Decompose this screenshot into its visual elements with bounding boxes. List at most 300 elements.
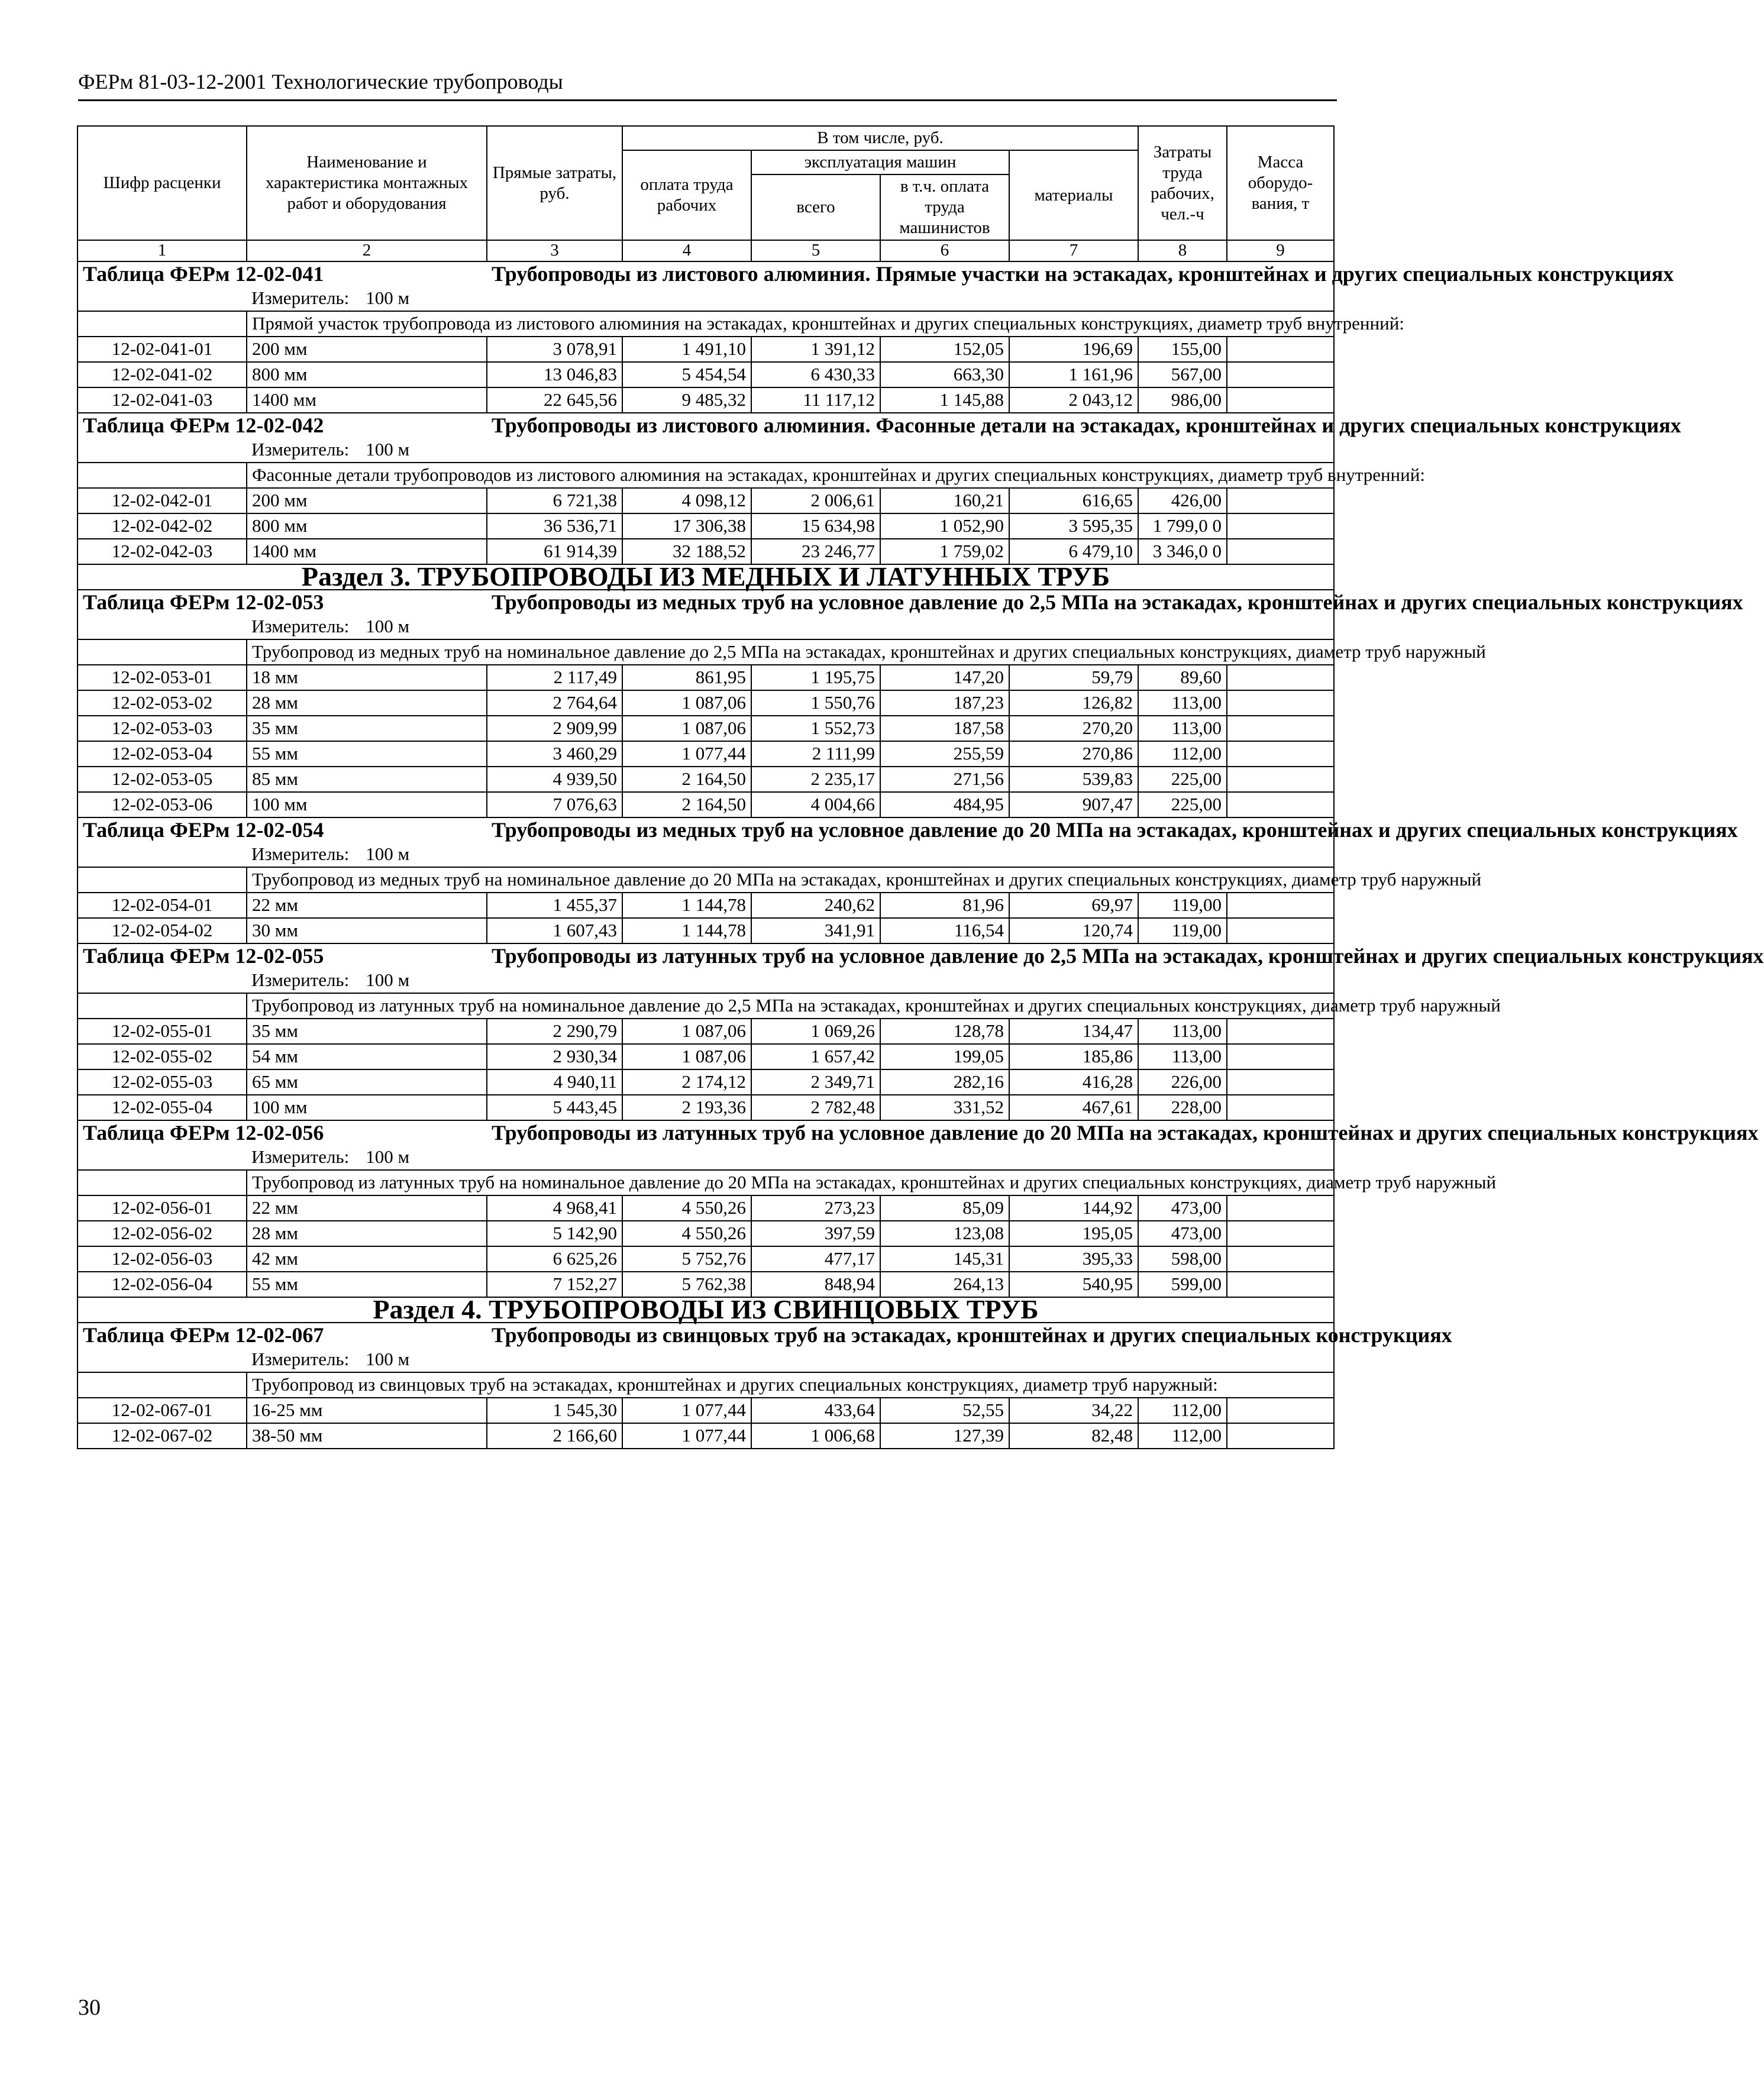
rate-value: 13 046,83 — [487, 362, 622, 387]
col-number: 5 — [751, 240, 880, 261]
rate-name: 38-50 мм — [247, 1423, 487, 1449]
rate-value: 2 290,79 — [487, 1019, 622, 1044]
col-materials-header: материалы — [1009, 150, 1138, 240]
rate-name: 200 мм — [247, 337, 487, 362]
rate-value: 1 077,44 — [622, 1398, 751, 1423]
rate-value: 1 087,06 — [622, 1044, 751, 1069]
rate-value: 540,95 — [1009, 1272, 1138, 1297]
rate-value: 199,05 — [880, 1044, 1009, 1069]
rate-code: 12-02-053-04 — [77, 741, 247, 767]
rate-value — [1227, 767, 1334, 792]
rate-value — [1227, 741, 1334, 767]
col-machines-header: эксплуатация машин — [751, 150, 1009, 174]
rate-value: 341,91 — [751, 918, 880, 943]
rate-value: 128,78 — [880, 1019, 1009, 1044]
rate-value: 1 144,78 — [622, 918, 751, 943]
rate-name: 800 мм — [247, 362, 487, 387]
rate-value — [1227, 792, 1334, 817]
rate-value: 5 142,90 — [487, 1221, 622, 1246]
rate-name: 100 мм — [247, 792, 487, 817]
column-number-row — [77, 240, 1334, 261]
rate-value: 22 645,56 — [487, 387, 622, 413]
rate-value: 5 454,54 — [622, 362, 751, 387]
meter — [247, 1145, 1334, 1170]
section-heading-row — [77, 1297, 1334, 1323]
rate-value — [1227, 716, 1334, 741]
rate-name: 22 мм — [247, 893, 487, 918]
meter-spacer — [77, 968, 247, 993]
rates-table — [77, 125, 1764, 1449]
rate-value: 5 443,45 — [487, 1095, 622, 1120]
rate-name: 85 мм — [247, 767, 487, 792]
rate-value: 1 455,37 — [487, 893, 622, 918]
rate-value: 81,96 — [880, 893, 1009, 918]
rate-value: 36 536,71 — [487, 513, 622, 539]
rate-value: 145,31 — [880, 1246, 1009, 1272]
rate-value: 187,23 — [880, 690, 1009, 716]
rate-value: 147,20 — [880, 665, 1009, 690]
rate-value: 598,00 — [1138, 1246, 1227, 1272]
meter-label: Измеритель: — [251, 969, 350, 990]
rate-value: 195,05 — [1009, 1221, 1138, 1246]
rate-name: 35 мм — [247, 1019, 487, 1044]
meter-label: Измеритель: — [251, 287, 350, 308]
description-row — [77, 867, 1334, 893]
table-row — [77, 1398, 1334, 1423]
rate-value — [1227, 539, 1334, 564]
rate-value: 2 117,49 — [487, 665, 622, 690]
rate-value — [1227, 918, 1334, 943]
meter-spacer — [77, 842, 247, 867]
rate-value: 112,00 — [1138, 1398, 1227, 1423]
meter-value: 100 м — [366, 1349, 410, 1369]
table-row — [77, 767, 1334, 792]
meter — [247, 286, 1334, 311]
rate-value: 240,62 — [751, 893, 880, 918]
rate-value: 1 607,43 — [487, 918, 622, 943]
rate-value: 7 076,63 — [487, 792, 622, 817]
rate-value: 134,47 — [1009, 1019, 1138, 1044]
meter — [247, 1347, 1334, 1372]
rate-value: 282,16 — [880, 1069, 1009, 1095]
rate-code: 12-02-053-05 — [77, 767, 247, 792]
rate-value: 663,30 — [880, 362, 1009, 387]
rate-value: 426,00 — [1138, 488, 1227, 513]
rate-value: 228,00 — [1138, 1095, 1227, 1120]
description-spacer — [77, 463, 247, 488]
rate-value — [1227, 1019, 1334, 1044]
meter-spacer — [77, 1145, 247, 1170]
rate-value: 270,86 — [1009, 741, 1138, 767]
description-spacer — [77, 639, 247, 665]
table-row — [77, 665, 1334, 690]
rate-value: 225,00 — [1138, 767, 1227, 792]
table-row — [77, 741, 1334, 767]
rate-value: 113,00 — [1138, 690, 1227, 716]
rate-code: 12-02-056-03 — [77, 1246, 247, 1272]
table-name: Трубопроводы из свинцовых труб на эстакадах, кронштейнах и других специальных конструкциях — [487, 1323, 1334, 1347]
rate-value — [1227, 387, 1334, 413]
rate-value: 3 595,35 — [1009, 513, 1138, 539]
rate-value — [1227, 513, 1334, 539]
col-labor-header: Затраты труда рабочих, чел.-ч — [1138, 126, 1227, 240]
rate-code: 12-02-053-06 — [77, 792, 247, 817]
rate-value: 4 968,41 — [487, 1195, 622, 1221]
description-row — [77, 639, 1334, 665]
meter-value: 100 м — [366, 616, 410, 636]
description-spacer — [77, 1372, 247, 1398]
table-code: Таблица ФЕРм 12-02-042 — [77, 413, 487, 438]
meter-value: 100 м — [366, 843, 410, 864]
rate-value: 6 479,10 — [1009, 539, 1138, 564]
rate-code: 12-02-056-04 — [77, 1272, 247, 1297]
table-name: Трубопроводы из латунных труб на условное давление до 2,5 МПа на эстакадах, кронштейнах и других специальных конструкциях — [487, 943, 1334, 968]
table-row — [77, 893, 1334, 918]
col-mass-header: Масса оборудо-вания, т — [1227, 126, 1334, 240]
table-row — [77, 792, 1334, 817]
table-row — [77, 1095, 1334, 1120]
rate-value: 395,33 — [1009, 1246, 1138, 1272]
rate-value: 7 152,27 — [487, 1272, 622, 1297]
section-heading: Раздел 4. ТРУБОПРОВОДЫ ИЗ СВИНЦОВЫХ ТРУБ — [77, 1297, 1334, 1323]
rate-value: 2 006,61 — [751, 488, 880, 513]
table-row — [77, 539, 1334, 564]
col-name-header: Наименование и характеристика монтажных работ и оборудования — [247, 126, 487, 240]
rate-code: 12-02-042-03 — [77, 539, 247, 564]
rate-value: 34,22 — [1009, 1398, 1138, 1423]
table-name: Трубопроводы из медных труб на условное давление до 2,5 МПа на эстакадах, кронштейнах и других специальных конструкциях — [487, 590, 1334, 615]
rate-value — [1227, 1221, 1334, 1246]
table-name: Трубопроводы из листового алюминия. Фасонные детали на эстакадах, кронштейнах и других специальных конструкциях — [487, 413, 1334, 438]
table-title-row — [77, 1323, 1334, 1347]
rate-value: 187,58 — [880, 716, 1009, 741]
table-description: Прямой участок трубопровода из листового алюминия на эстакадах, кронштейнах и других специальных конструкциях, диаметр труб внутренний: — [247, 311, 1334, 337]
rate-value: 331,52 — [880, 1095, 1009, 1120]
col-number: 7 — [1009, 240, 1138, 261]
table-row — [77, 513, 1334, 539]
table-row — [77, 1221, 1334, 1246]
rate-value: 2 164,50 — [622, 767, 751, 792]
table-row — [77, 1246, 1334, 1272]
rate-value: 59,79 — [1009, 665, 1138, 690]
table-row — [77, 1019, 1334, 1044]
rate-code: 12-02-054-01 — [77, 893, 247, 918]
rate-value: 416,28 — [1009, 1069, 1138, 1095]
rate-name: 1400 мм — [247, 539, 487, 564]
rate-value: 4 939,50 — [487, 767, 622, 792]
table-title-row — [77, 413, 1334, 438]
rate-value: 2 235,17 — [751, 767, 880, 792]
description-row — [77, 993, 1334, 1019]
rate-value: 6 721,38 — [487, 488, 622, 513]
rate-value: 69,97 — [1009, 893, 1138, 918]
table-code: Таблица ФЕРм 12-02-055 — [77, 943, 487, 968]
rate-name: 16-25 мм — [247, 1398, 487, 1423]
rate-value: 1 657,42 — [751, 1044, 880, 1069]
meter-spacer — [77, 438, 247, 463]
rate-value: 89,60 — [1138, 665, 1227, 690]
rate-value — [1227, 893, 1334, 918]
rate-value: 270,20 — [1009, 716, 1138, 741]
rate-name: 1400 мм — [247, 387, 487, 413]
rate-value: 1 759,02 — [880, 539, 1009, 564]
section-heading-row — [77, 564, 1334, 590]
rate-value: 3 460,29 — [487, 741, 622, 767]
col-wage-header: оплата труда рабочих — [622, 150, 751, 240]
rate-value: 3 078,91 — [487, 337, 622, 362]
table-row — [77, 1069, 1334, 1095]
rate-value: 273,23 — [751, 1195, 880, 1221]
rate-value: 1 077,44 — [622, 1423, 751, 1449]
rate-code: 12-02-054-02 — [77, 918, 247, 943]
rate-value: 4 004,66 — [751, 792, 880, 817]
rate-value: 848,94 — [751, 1272, 880, 1297]
rate-code: 12-02-042-02 — [77, 513, 247, 539]
rate-value: 1 552,73 — [751, 716, 880, 741]
rate-value: 1 087,06 — [622, 716, 751, 741]
rate-value: 61 914,39 — [487, 539, 622, 564]
table-row — [77, 488, 1334, 513]
rate-value: 4 940,11 — [487, 1069, 622, 1095]
rate-value: 1 491,10 — [622, 337, 751, 362]
col-machines-total-header: всего — [751, 174, 880, 240]
rate-value: 113,00 — [1138, 1044, 1227, 1069]
rate-code: 12-02-067-02 — [77, 1423, 247, 1449]
rate-value — [1227, 488, 1334, 513]
col-number: 1 — [77, 240, 247, 261]
rate-value: 112,00 — [1138, 1423, 1227, 1449]
rate-code: 12-02-055-01 — [77, 1019, 247, 1044]
meter-value: 100 м — [366, 287, 410, 308]
rate-value: 1 077,44 — [622, 741, 751, 767]
table-row — [77, 387, 1334, 413]
rate-value: 2 930,34 — [487, 1044, 622, 1069]
table-description: Трубопровод из медных труб на номинальное давление до 2,5 МПа на эстакадах, кронштейнах и других специальных конструкциях, диаметр труб наружный — [247, 639, 1334, 665]
rate-code: 12-02-055-03 — [77, 1069, 247, 1095]
rate-value: 1 195,75 — [751, 665, 880, 690]
rate-value: 1 145,88 — [880, 387, 1009, 413]
col-number: 3 — [487, 240, 622, 261]
table-row — [77, 362, 1334, 387]
meter-spacer — [77, 1347, 247, 1372]
meter-label: Измеритель: — [251, 616, 350, 636]
table-title-row — [77, 943, 1334, 968]
meter-value: 100 м — [366, 969, 410, 990]
rate-value: 477,17 — [751, 1246, 880, 1272]
rate-code: 12-02-056-02 — [77, 1221, 247, 1246]
description-spacer — [77, 311, 247, 337]
table-description: Трубопровод из свинцовых труб на эстакадах, кронштейнах и других специальных конструкциях, диаметр труб наружный: — [247, 1372, 1334, 1398]
rate-value: 433,64 — [751, 1398, 880, 1423]
rate-name: 22 мм — [247, 1195, 487, 1221]
table-code: Таблица ФЕРм 12-02-053 — [77, 590, 487, 615]
rate-value: 113,00 — [1138, 716, 1227, 741]
rate-value: 616,65 — [1009, 488, 1138, 513]
rate-value: 473,00 — [1138, 1195, 1227, 1221]
rate-name: 800 мм — [247, 513, 487, 539]
rate-value: 1 052,90 — [880, 513, 1009, 539]
meter-row — [77, 438, 1334, 463]
table-title-row — [77, 261, 1334, 286]
rate-value: 484,95 — [880, 792, 1009, 817]
table-row — [77, 716, 1334, 741]
meter-label: Измеритель: — [251, 439, 350, 460]
rate-value — [1227, 665, 1334, 690]
col-number: 6 — [880, 240, 1009, 261]
meter-label: Измеритель: — [251, 1349, 350, 1369]
rate-value: 15 634,98 — [751, 513, 880, 539]
table-code: Таблица ФЕРм 12-02-054 — [77, 817, 487, 842]
page-header: ФЕРм 81-03-12-2001 Технологические трубопроводы — [78, 69, 1337, 101]
meter-label: Измеритель: — [251, 1146, 350, 1167]
table-description: Трубопровод из латунных труб на номинальное давление до 20 МПа на эстакадах, кронштейнах и других специальных конструкциях, диаметр труб наружный — [247, 1170, 1334, 1195]
rate-value — [1227, 1246, 1334, 1272]
table-name: Трубопроводы из листового алюминия. Прямые участки на эстакадах, кронштейнах и других специальных конструкциях — [487, 261, 1334, 286]
rate-code: 12-02-041-01 — [77, 337, 247, 362]
rate-value: 2 782,48 — [751, 1095, 880, 1120]
table-name: Трубопроводы из латунных труб на условное давление до 20 МПа на эстакадах, кронштейнах и других специальных конструкциях — [487, 1120, 1334, 1145]
rate-value — [1227, 1044, 1334, 1069]
rate-value: 539,83 — [1009, 767, 1138, 792]
rate-value: 116,54 — [880, 918, 1009, 943]
rate-value: 185,86 — [1009, 1044, 1138, 1069]
table-title-row — [77, 817, 1334, 842]
table-description: Трубопровод из латунных труб на номинальное давление до 2,5 МПа на эстакадах, кронштейнах и других специальных конструкциях, диаметр труб наружный — [247, 993, 1334, 1019]
rate-value: 144,92 — [1009, 1195, 1138, 1221]
section-heading: Раздел 3. ТРУБОПРОВОДЫ ИЗ МЕДНЫХ И ЛАТУННЫХ ТРУБ — [77, 564, 1334, 590]
description-spacer — [77, 993, 247, 1019]
rate-value — [1227, 1423, 1334, 1449]
rate-value: 120,74 — [1009, 918, 1138, 943]
rate-value: 907,47 — [1009, 792, 1138, 817]
rate-value: 4 098,12 — [622, 488, 751, 513]
rate-code: 12-02-053-03 — [77, 716, 247, 741]
table-row — [77, 1195, 1334, 1221]
rate-value — [1227, 1398, 1334, 1423]
table-row — [77, 337, 1334, 362]
description-spacer — [77, 1170, 247, 1195]
col-number: 4 — [622, 240, 751, 261]
rate-value: 52,55 — [880, 1398, 1009, 1423]
rate-value: 5 752,76 — [622, 1246, 751, 1272]
rate-name: 28 мм — [247, 1221, 487, 1246]
rate-code: 12-02-055-02 — [77, 1044, 247, 1069]
rate-value: 2 043,12 — [1009, 387, 1138, 413]
rate-value: 226,00 — [1138, 1069, 1227, 1095]
rate-value: 1 144,78 — [622, 893, 751, 918]
rate-value: 861,95 — [622, 665, 751, 690]
meter-label: Измеритель: — [251, 843, 350, 864]
rate-value: 473,00 — [1138, 1221, 1227, 1246]
col-including-header: В том числе, руб. — [622, 126, 1138, 150]
rate-value — [1227, 690, 1334, 716]
table-code: Таблица ФЕРм 12-02-056 — [77, 1120, 487, 1145]
description-row — [77, 311, 1334, 337]
rate-value: 127,39 — [880, 1423, 1009, 1449]
rate-code: 12-02-067-01 — [77, 1398, 247, 1423]
rate-value — [1227, 1195, 1334, 1221]
meter — [247, 615, 1334, 639]
rate-name: 42 мм — [247, 1246, 487, 1272]
rate-value: 2 349,71 — [751, 1069, 880, 1095]
rate-value: 11 117,12 — [751, 387, 880, 413]
rate-value: 1 087,06 — [622, 1019, 751, 1044]
rate-value: 2 909,99 — [487, 716, 622, 741]
rate-value: 599,00 — [1138, 1272, 1227, 1297]
meter-row — [77, 968, 1334, 993]
rate-code: 12-02-056-01 — [77, 1195, 247, 1221]
col-number: 9 — [1227, 240, 1334, 261]
rate-value — [1227, 1069, 1334, 1095]
rate-code: 12-02-041-03 — [77, 387, 247, 413]
rate-value: 2 174,12 — [622, 1069, 751, 1095]
column-header-row — [77, 126, 1334, 150]
col-machines-wage-header: в т.ч. оплата труда машинистов — [880, 174, 1009, 240]
rate-value: 196,69 — [1009, 337, 1138, 362]
meter-row — [77, 1145, 1334, 1170]
rate-name: 30 мм — [247, 918, 487, 943]
description-spacer — [77, 867, 247, 893]
rate-value — [1227, 337, 1334, 362]
rate-value: 32 188,52 — [622, 539, 751, 564]
rate-value: 567,00 — [1138, 362, 1227, 387]
rate-value — [1227, 1272, 1334, 1297]
meter-value: 100 м — [366, 439, 410, 460]
meter-value: 100 м — [366, 1146, 410, 1167]
meter — [247, 438, 1334, 463]
rate-value: 2 764,64 — [487, 690, 622, 716]
rate-value: 6 430,33 — [751, 362, 880, 387]
rate-value: 9 485,32 — [622, 387, 751, 413]
rate-value: 113,00 — [1138, 1019, 1227, 1044]
meter-row — [77, 842, 1334, 867]
rate-value: 1 799,0 0 — [1138, 513, 1227, 539]
rate-name: 100 мм — [247, 1095, 487, 1120]
rate-value: 4 550,26 — [622, 1195, 751, 1221]
description-row — [77, 1170, 1334, 1195]
rate-value: 1 069,26 — [751, 1019, 880, 1044]
table-name: Трубопроводы из медных труб на условное давление до 20 МПа на эстакадах, кронштейнах и других специальных конструкциях — [487, 817, 1334, 842]
meter-row — [77, 1347, 1334, 1372]
table-description: Фасонные детали трубопроводов из листового алюминия на эстакадах, кронштейнах и других специальных конструкциях, диаметр труб внутренний: — [247, 463, 1334, 488]
table-title-row — [77, 590, 1334, 615]
rate-value — [1227, 1095, 1334, 1120]
rate-value: 17 306,38 — [622, 513, 751, 539]
rate-value: 155,00 — [1138, 337, 1227, 362]
rate-value: 82,48 — [1009, 1423, 1138, 1449]
rate-value: 2 166,60 — [487, 1423, 622, 1449]
rate-name: 35 мм — [247, 716, 487, 741]
rate-value: 225,00 — [1138, 792, 1227, 817]
rate-value: 1 161,96 — [1009, 362, 1138, 387]
rate-value: 1 545,30 — [487, 1398, 622, 1423]
rate-value: 119,00 — [1138, 918, 1227, 943]
meter — [247, 842, 1334, 867]
rate-code: 12-02-041-02 — [77, 362, 247, 387]
rate-name: 28 мм — [247, 690, 487, 716]
table-row — [77, 1423, 1334, 1449]
description-row — [77, 463, 1334, 488]
rate-value: 6 625,26 — [487, 1246, 622, 1272]
rate-value: 1 006,68 — [751, 1423, 880, 1449]
rate-value: 152,05 — [880, 337, 1009, 362]
rate-value: 255,59 — [880, 741, 1009, 767]
rate-value: 2 111,99 — [751, 741, 880, 767]
rate-name: 200 мм — [247, 488, 487, 513]
rate-value: 4 550,26 — [622, 1221, 751, 1246]
table-row — [77, 918, 1334, 943]
meter — [247, 968, 1334, 993]
